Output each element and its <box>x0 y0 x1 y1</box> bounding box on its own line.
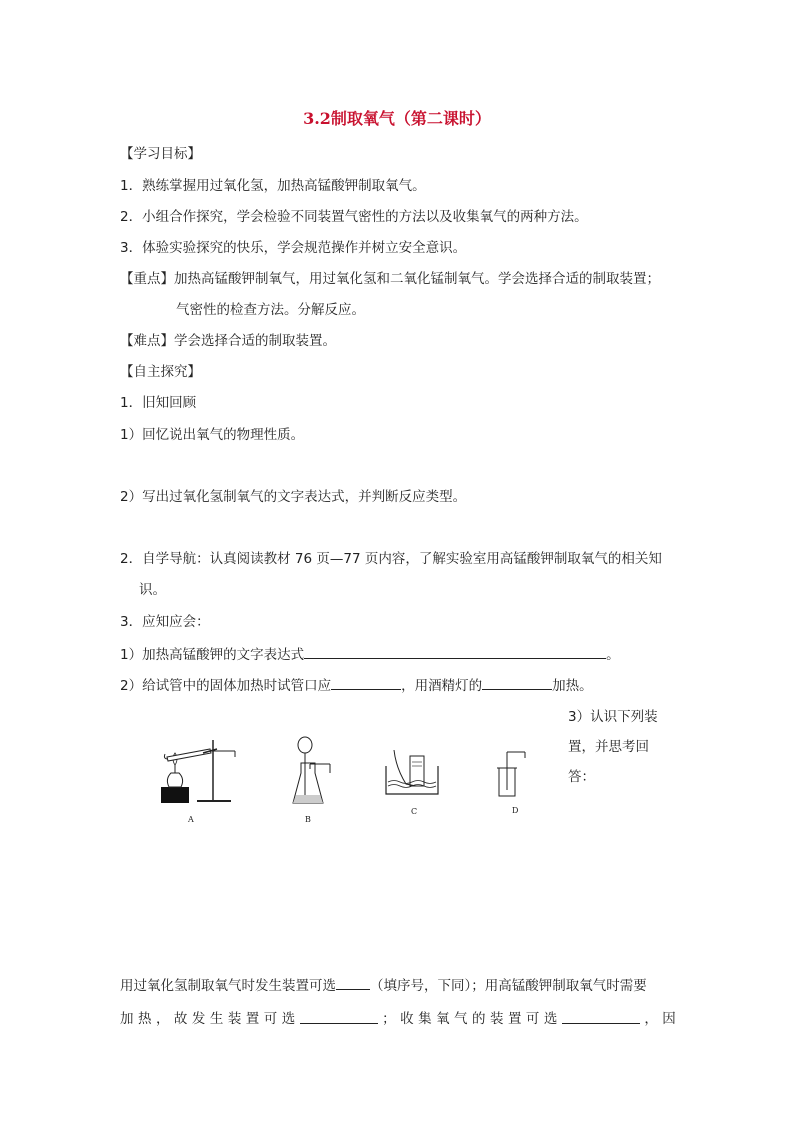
fill-line-1 <box>120 644 620 665</box>
bottom-line-1-part-2: （填序号，下同）；用高锰酸钾制取氧气时需要 <box>370 978 647 994</box>
bottom-char: 装 <box>227 1011 242 1027</box>
answer-blank-6[interactable] <box>562 1009 640 1024</box>
bottom-char: 因 <box>662 1011 676 1027</box>
question-3-line-3: 答： <box>568 769 595 785</box>
bottom-char: 选 <box>281 1011 296 1027</box>
apparatus-a-diagram <box>155 735 250 805</box>
bottom-char: 热 <box>137 1011 152 1027</box>
apparatus-d-diagram <box>493 750 529 800</box>
bottom-char: 置 <box>245 1011 260 1027</box>
fill-line-2 <box>120 675 593 696</box>
review-heading: 1．旧知回顾 <box>120 395 197 411</box>
question-1: 1）回忆说出氧气的物理性质。 <box>120 427 305 443</box>
page-title: 3.2制取氧气（第二课时） <box>303 109 491 128</box>
objective-item-2: 2．小组合作探究，学会检验不同装置气密性的方法以及收集氧气的两种方法。 <box>120 209 588 225</box>
bottom-char: ； <box>382 1011 396 1027</box>
figure-label-a: A <box>188 815 194 824</box>
apparatus-b-diagram <box>290 733 335 807</box>
self-study-heading: 【自主探究】 <box>120 364 201 380</box>
bottom-char: 可 <box>525 1011 540 1027</box>
objective-item-1: 1．熟练掌握用过氧化氢，加热高锰酸钾制取氧气。 <box>120 178 426 194</box>
bottom-char: 气 <box>454 1011 468 1027</box>
key-points-line-1: 【重点】加热高锰酸钾制氧气，用过氧化氢和二氧化锰制氧气。学会选择合适的制取装置； <box>120 271 660 287</box>
guide-line-1: 2．自学导航：认真阅读教材 76 页—77 页内容，了解实验室用高锰酸钾制取氧气的相关知 <box>120 551 662 567</box>
answer-blank-4[interactable] <box>336 975 370 990</box>
key-points-line-2: 气密性的检查方法。分解反应。 <box>176 302 365 318</box>
bottom-char: 发 <box>191 1011 206 1027</box>
answer-blank-3[interactable] <box>482 675 552 690</box>
bottom-char: ， <box>155 1011 170 1027</box>
question-3-line-1: 3）认识下列装 <box>568 709 658 725</box>
fill-2-part-1: 2）给试管中的固体加热时试管口应 <box>120 678 332 694</box>
bottom-line-1-part-1: 用过氧化氢制取氧气时发生装置可选 <box>120 978 336 994</box>
bottom-char: 氧 <box>436 1011 450 1027</box>
bottom-char: 生 <box>209 1011 224 1027</box>
fill-1-suffix: 。 <box>606 647 620 663</box>
objective-item-3: 3．体验实验探究的快乐，学会规范操作并树立安全意识。 <box>120 240 467 256</box>
fill-2-part-3: 加热。 <box>552 678 593 694</box>
figure-label-c: C <box>411 807 418 816</box>
should-know-heading: 3．应知应会： <box>120 614 210 630</box>
answer-blank-1[interactable] <box>304 644 606 659</box>
guide-line-2: 识。 <box>139 582 166 598</box>
bottom-char: 选 <box>543 1011 558 1027</box>
bottom-char: 收 <box>400 1011 414 1027</box>
bottom-line-2 <box>120 1009 676 1029</box>
fill-2-part-2: ，用酒精灯的 <box>401 678 483 694</box>
figure-label-b: B <box>305 815 311 824</box>
answer-blank-2[interactable] <box>331 675 401 690</box>
objectives-heading: 【学习目标】 <box>120 146 201 162</box>
bottom-char: 置 <box>507 1011 522 1027</box>
bottom-char: 可 <box>263 1011 278 1027</box>
bottom-char: 的 <box>472 1011 486 1027</box>
bottom-line-1 <box>120 975 647 996</box>
apparatus-c-diagram <box>382 748 442 798</box>
fill-1-prefix: 1）加热高锰酸钾的文字表达式 <box>120 647 305 663</box>
answer-blank-5[interactable] <box>300 1009 378 1024</box>
bottom-char: 故 <box>173 1011 188 1027</box>
figure-label-d: D <box>512 806 519 815</box>
question-2: 2）写出过氧化氢制氧气的文字表达式，并判断反应类型。 <box>120 489 467 505</box>
question-3-line-2: 置，并思考回 <box>568 739 649 755</box>
difficulty: 【难点】学会选择合适的制取装置。 <box>120 333 336 349</box>
bottom-char: 集 <box>418 1011 432 1027</box>
bottom-char: 装 <box>489 1011 504 1027</box>
bottom-char: ， <box>644 1011 658 1027</box>
bottom-char: 加 <box>120 1011 134 1027</box>
